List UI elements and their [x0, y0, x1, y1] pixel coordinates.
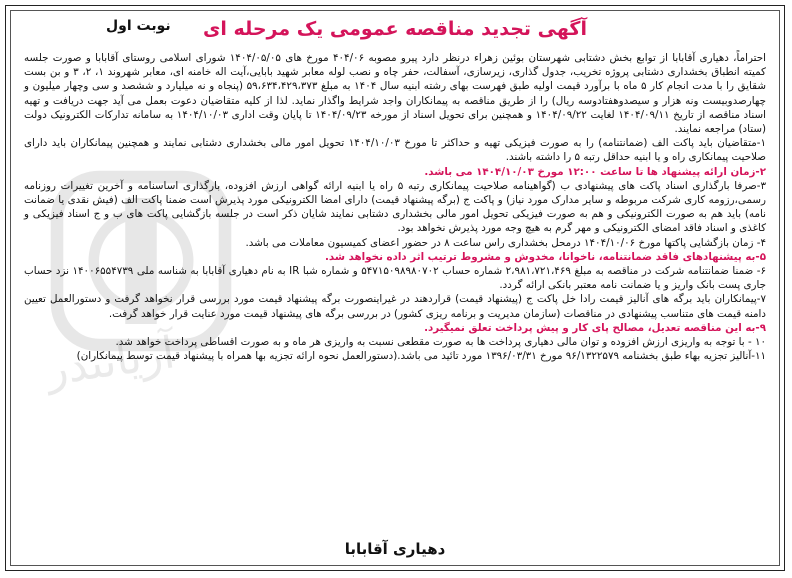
item-4: ۴- زمان بازگشایی پاکتها مورخ ۱۴۰۴/۱۰/۰۶ درمحل بخشداری راس ساعت ۸ در حضور اعضای کمیسیون معاملات می باشد. [245, 236, 766, 249]
item-9: ۹-به این مناقصه تعدیل، مصالح پای کار و پیش پرداخت تعلق نمیگیرد. [424, 321, 766, 334]
item-6: ۶- ضمنا ضمانتنامه شرکت در مناقصه به مبلغ ۲،۹۸۱،۷۲۱،۴۶۹ شماره حساب ۵۴۷۱۵۰۹۸۹۸۰۷۰۲ و شماره شبا IR به نام دهیاری آقابابا به شناسه ملی ۱۴۰۰۶۵۵۴۷۳۹ نزد حساب جاری پست بانک واریز و یا ضمانت نامه معتبر بانکی ارائه گردد. [24, 265, 766, 292]
notice-body [24, 51, 766, 363]
item-2-deadline: ۲-زمان ارائه پیشنهاد ها تا ساعت ۱۲:۰۰ مورخ ۱۴۰۴/۱۰/۰۳ می باشد. [424, 165, 766, 178]
item-3: ۳-صرفا بارگذاری اسناد پاکت های پیشنهادی ب (گواهینامه صلاحیت پیمانکاری رتبه ۵ راه یا ابنیه ارائه گواهی ارزش افزوده، بارگذاری اساسنامه و آخرین تغییرات روزنامه رسمی،رزومه کاری شرکت مربوطه و سایر مدارک مورد نیاز) و پاکت ج (برگه پیشنهاد قیمت) دارای امضا الکترونیکی مورد پذیرش است ضمنا پاکت الف (فیش نقدی یا ضمانت نامه) باید هم به صورت الکترونیکی و هم به صورت فیزیکی تحویل امور مالی بخشداری دشتابی نمایند شایان ذکر است در جلسه بازگشایی پاکت های ب و ج اسناد فیزیکی و کاغذی و اسناد فاقد امضای الکترونیکی و مهر گرم به هیچ وجه مورد پذیرش نخواهد بود. [24, 179, 766, 235]
item-5: ۵-به پیشنهادهای فاقد ضمانتنامه، ناخوانا، مخدوش و مشروط ترتیب اثر داده نخواهد شد. [325, 250, 766, 263]
notice-title: آگهی تجدید مناقصه عمومی یک مرحله ای [203, 18, 587, 40]
signature-footer: دهیاری آقابابا [344, 540, 446, 558]
intro-paragraph: احتراماً، دهیاری آقابابا از توابع بخش دشتابی شهرستان بوئین زهراء درنظر دارد پیرو مصوبه ۴۰۴/۰۶ مورخ های ۱۴۰۴/۰۵/۰۵ شورای اسلامی روستای آقابابا و صورت جلسه کمیته انطباق بخشداری دشتابی پروژه تخریب، جدول گذاری، زیرسازی، آسفالت، حفر چاه و نصب لوله معابر شهید بابایی،آیت اله خامنه ای، معابر شهروند ۱، ۲، ۳ و بن بست شقایق را با مدت انجام کار ۵ ماه با برآورد قیمت اولیه طبق فهرست بهای رشته ابنیه سال ۱۴۰۴ به مبلغ ۵۹،۶۳۴،۴۲۹،۳۷۳ (پنجاه و نه میلیارد و ششصد و سی وچهار میلیون و چهارصدوبیست ونه هزار و سیصدوهفتادوسه ریال) را از طریق مناقصه به پیمانکاران واجد شرایط واگذار نماید. لذا از کلیه متقاضیان دعوت بعمل می آید جهت دریافت و تهیه اسناد مناقصه از تاریخ ۱۴۰۴/۰۹/۱۱ لغایت ۱۴۰۴/۰۹/۲۲ و همچنین برای تحویل اسناد از مورخه ۱۴۰۴/۰۹/۲۳ تا پایان وقت اداری ۱۴۰۴/۱۰/۰۳ به سامانه تدارکات الکترونیک دولت (ستاد) مراجعه نمایند. [24, 52, 766, 136]
item-1: ۱-متقاضیان باید پاکت الف (ضمانتنامه) را به صورت فیزیکی تهیه و حداکثر تا مورخ ۱۴۰۴/۱۰/۰۳ تحویل امور مالی بخشداری دشتابی نمایند و همچنین پیمانکاران باید دارای صلاحیت پیمانکاری راه و یا ابنیه حداقل رتبه ۵ را داشته باشند. [24, 137, 767, 164]
item-10: ۱۰ - با توجه به واریزی ارزش افزوده و توان مالی دهیاری پرداخت ها به صورت مقطعی نسبت به واریزی هر ماه و به صورت اقساطی پرداخت خواهد شد. [115, 336, 766, 349]
item-11: ۱۱-آنالیز تجزیه بهاء طبق بخشنامه ۹۶/۱۳۲۲۵۷۹ مورخ ۱۳۹۶/۰۳/۳۱ مورد تائید می باشد.(دستورالعمل نحوه ارائه تجزیه بها همراه با پیشنهاد قیمت توسط پیمانکاران) [76, 350, 766, 363]
watermark-text: آریاتندر [43, 327, 178, 396]
round-label: نوبت اول [106, 18, 171, 34]
item-7: ۷-پیمانکاران باید برگه های آنالیز قیمت رادا خل پاکت ج (پیشنهاد قیمت) قراردهند در غیراینصورت برگه پیشنهاد قیمت مورد بررسی قرار نخواهد گرفت و دستورالعمل تعیین دامنه قیمت های متناسب پیشنهادی در مناقصات (سازمان مدیریت و برنامه ریزی کشور) در بررسی برگه های پیشنهاد قیمت مورد عنایت قرار خواهد گرفت. [24, 293, 766, 320]
notice-frame [5, 5, 785, 571]
